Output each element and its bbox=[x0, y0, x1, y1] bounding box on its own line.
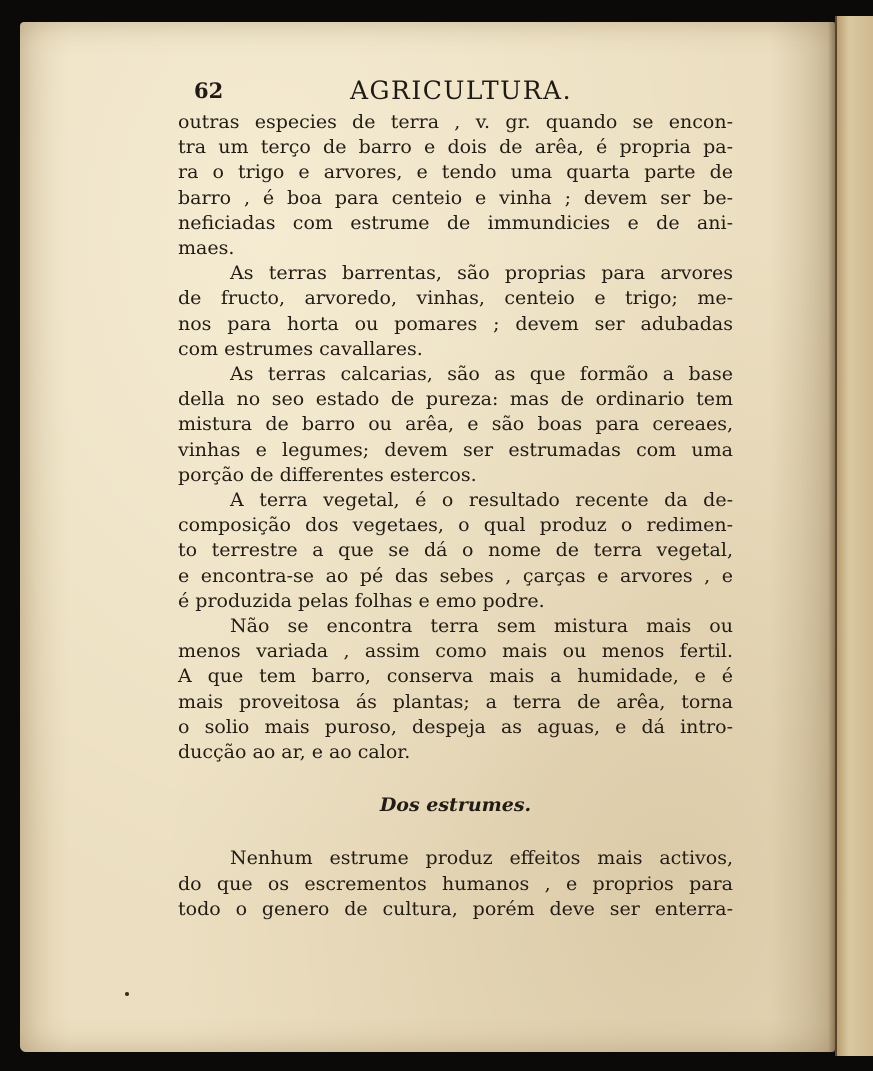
text-line: do que os escrementos humanos , e proprios para bbox=[178, 872, 733, 895]
text-line: composição dos vegetaes, o qual produz o redimen- bbox=[178, 514, 733, 537]
paragraph-3 bbox=[178, 362, 733, 488]
text-line: menos variada , assim como mais ou menos fertil. bbox=[178, 640, 733, 663]
text-line: A que tem barro, conserva mais a humidade, e é bbox=[178, 665, 733, 688]
text-line: porção de differentes estercos. bbox=[178, 463, 477, 486]
text-line: o solio mais puroso, despeja as aguas, e dá intro- bbox=[178, 715, 733, 738]
text-line: é produzida pelas folhas e emo podre. bbox=[178, 589, 545, 612]
text-line: della no seo estado de pureza: mas de ordinario tem bbox=[178, 388, 733, 411]
text-line: barro , é boa para centeio e vinha ; devem ser be- bbox=[178, 186, 733, 209]
text-line: mais proveitosa ás plantas; a terra de arêa, torna bbox=[178, 690, 733, 713]
page-body bbox=[178, 110, 733, 922]
text-line: neficiadas com estrume de immundicies e de ani- bbox=[178, 211, 733, 234]
text-line: to terrestre a que se dá o nome de terra vegetal, bbox=[178, 539, 733, 562]
text-line: e encontra-se ao pé das sebes , çarças e arvores , e bbox=[178, 564, 733, 587]
text-line: A terra vegetal, é o resultado recente da de- bbox=[230, 489, 733, 512]
text-line: Nenhum estrume produz effeitos mais activos, bbox=[230, 847, 733, 870]
paragraph-1 bbox=[178, 110, 733, 261]
text-line: ra o trigo e arvores, e tendo uma quarta parte de bbox=[178, 161, 733, 184]
paragraph-2 bbox=[178, 261, 733, 362]
paragraph-4 bbox=[178, 488, 733, 614]
text-line: maes. bbox=[178, 237, 235, 260]
text-line: mistura de barro ou arêa, e são boas para cereaes, bbox=[178, 413, 733, 436]
paragraph-final bbox=[178, 846, 733, 922]
text-line: vinhas e legumes; devem ser estrumadas com uma bbox=[178, 438, 733, 461]
ink-speck bbox=[125, 992, 129, 996]
text-line: outras especies de terra , v. gr. quando se encon- bbox=[178, 111, 733, 133]
spine-shadow bbox=[828, 22, 837, 1052]
text-line: todo o genero de cultura, porém deve ser enterra- bbox=[178, 897, 733, 920]
page-header bbox=[170, 76, 730, 110]
text-line: ducção ao ar, e ao calor. bbox=[178, 741, 411, 764]
paragraph-5 bbox=[178, 614, 733, 765]
page-number: 62 bbox=[194, 78, 224, 103]
running-head: AGRICULTURA. bbox=[350, 76, 573, 105]
text-line: de fructo, arvoredo, vinhas, centeio e trigo; me- bbox=[178, 287, 733, 310]
text-line: As terras barrentas, são proprias para arvores bbox=[230, 262, 733, 285]
text-line: As terras calcarias, são as que formão a base bbox=[230, 363, 733, 386]
text-line: Não se encontra terra sem mistura mais ou bbox=[230, 615, 733, 638]
text-line: nos para horta ou pomares ; devem ser adubadas bbox=[178, 312, 733, 335]
text-line: com estrumes cavallares. bbox=[178, 337, 423, 360]
section-heading: Dos estrumes. bbox=[379, 794, 532, 817]
text-line: tra um terço de barro e dois de arêa, é propria pa- bbox=[178, 136, 733, 159]
facing-page-edge bbox=[835, 16, 873, 1056]
